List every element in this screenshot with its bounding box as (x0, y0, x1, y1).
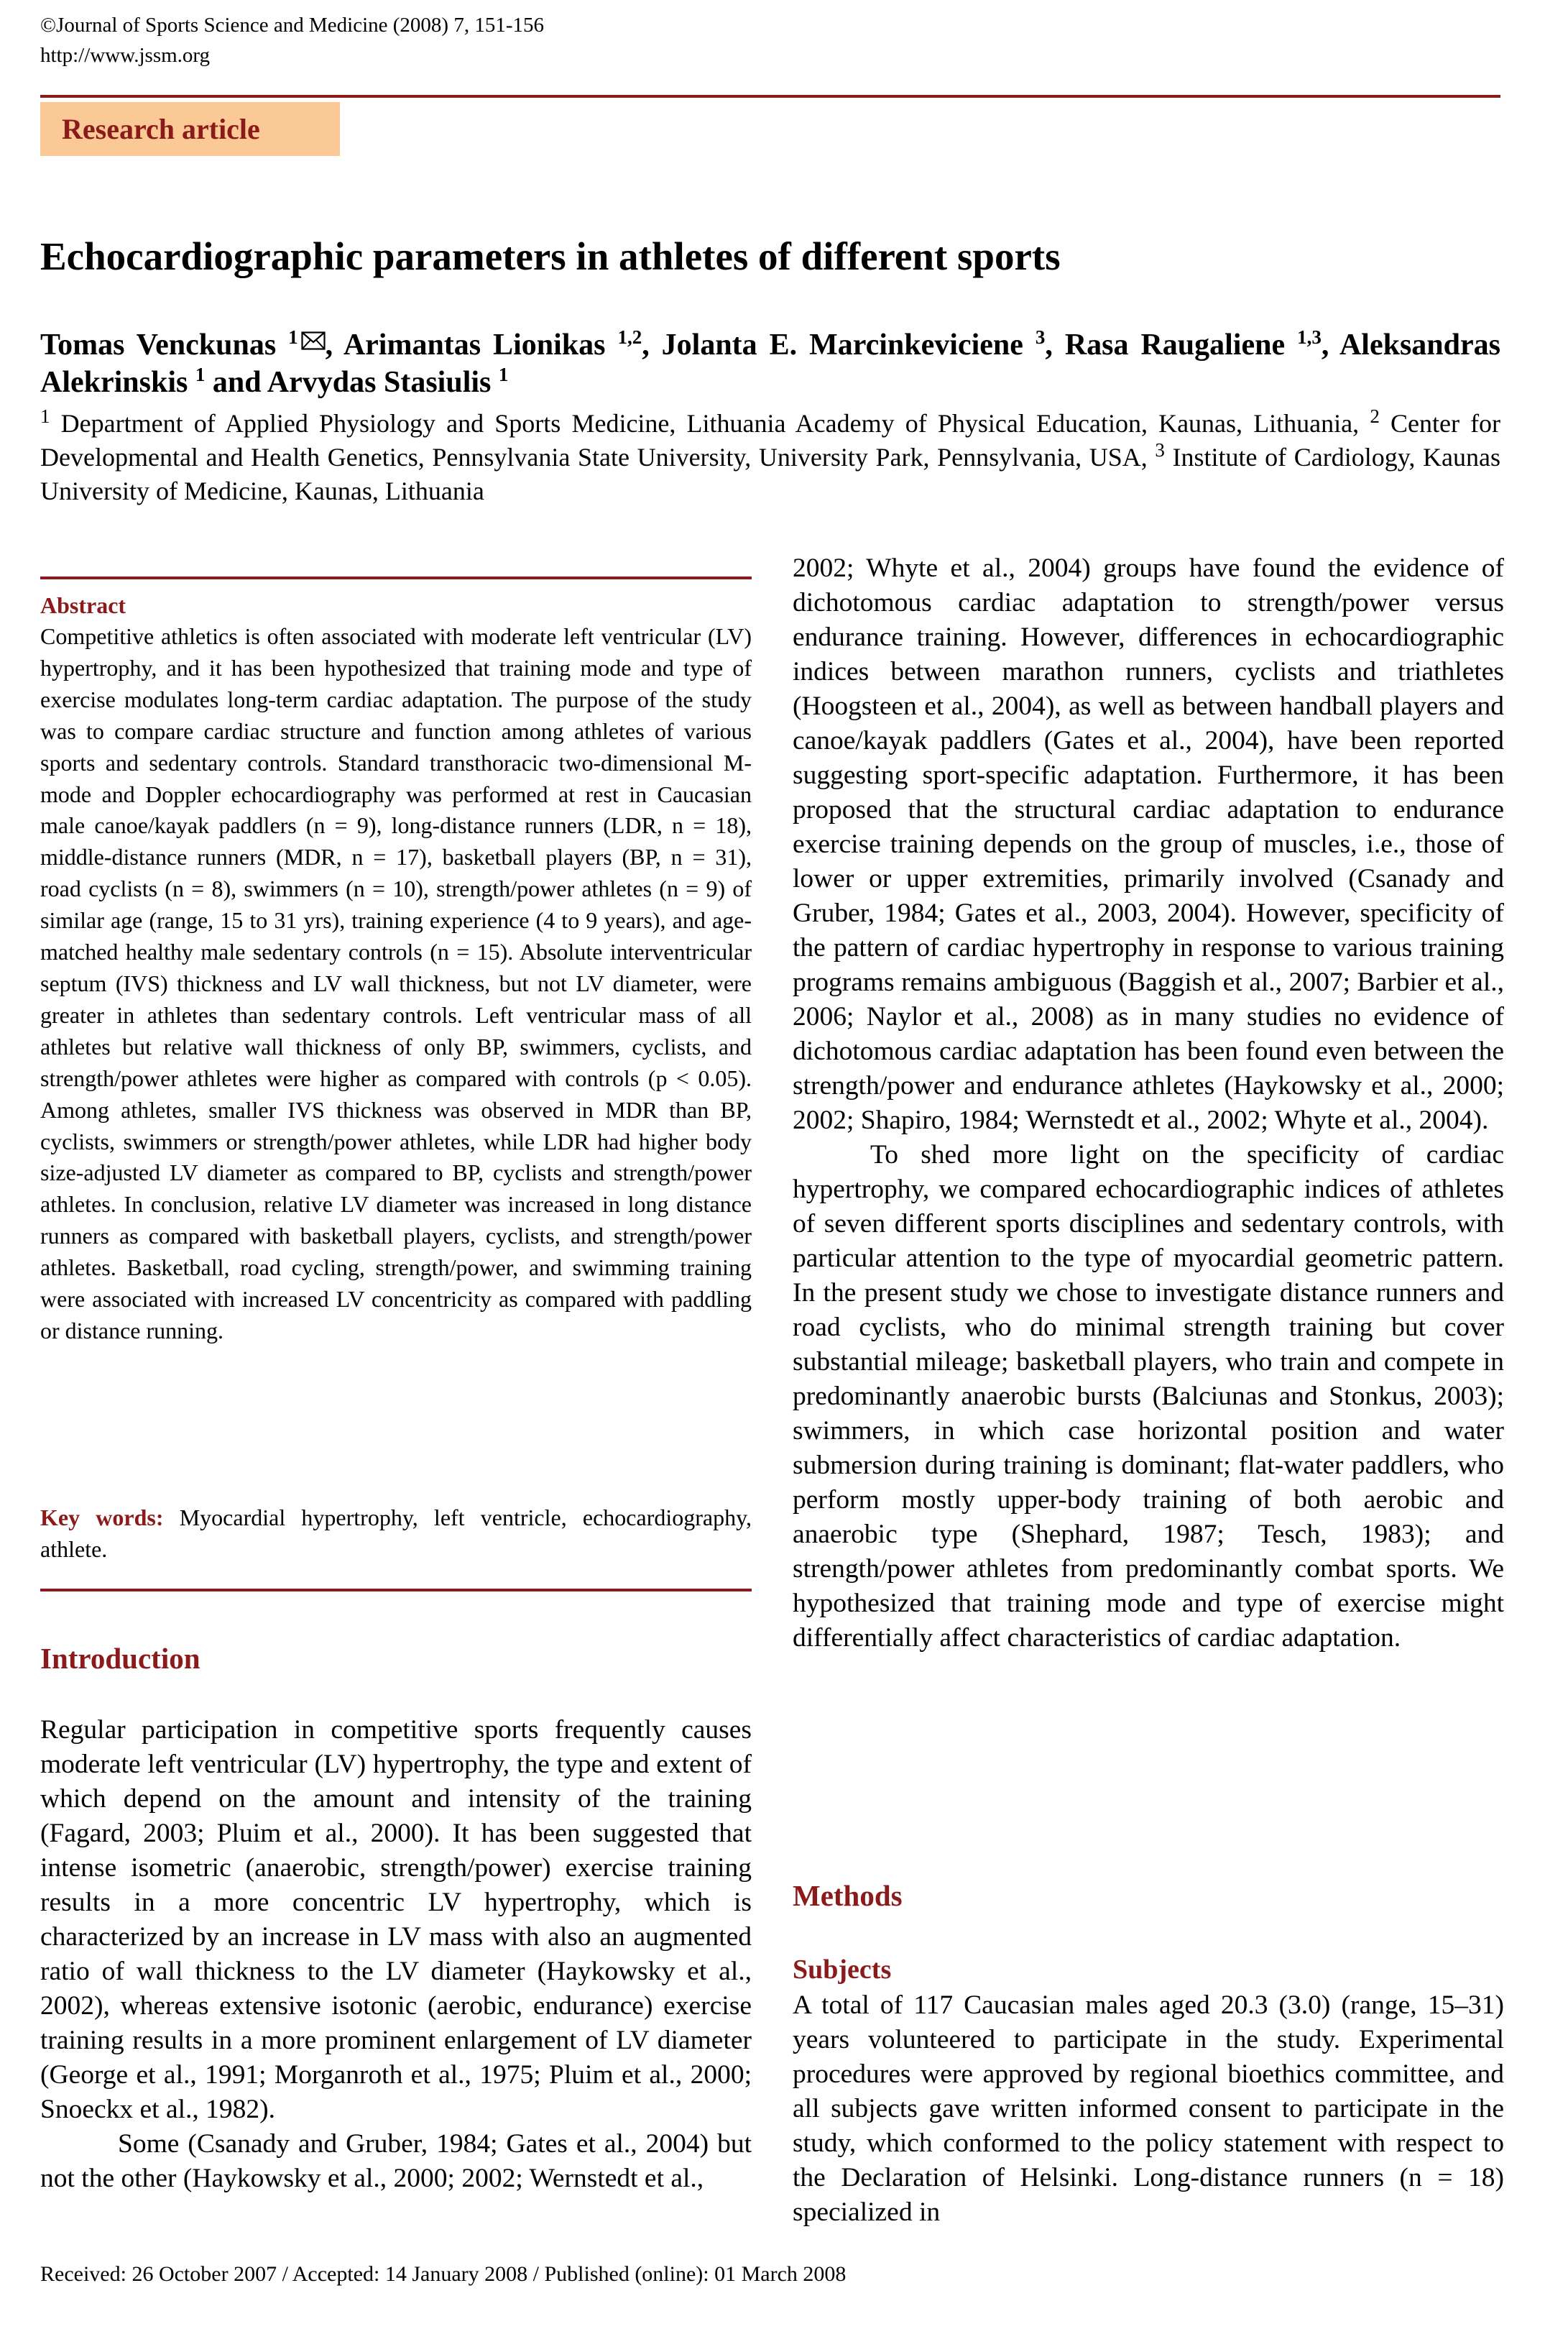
affiliation-text: Center for Developmental and Health Genetics, Pennsylvania State University, University Park, Pennsylvania, USA, (40, 409, 1501, 472)
methods-body (793, 1988, 1504, 2230)
author-name: Tomas Venckunas (40, 329, 277, 362)
author-name: Jolanta E. Marcinkeviciene (661, 329, 1023, 362)
author-affil-mark: 1 (195, 364, 206, 385)
author-list: Tomas Venckunas $^1$ , Arimantas Lionikas $^{1,2}$, Jolanta E. Marcinkeviciene $^3$, Rasa Raugaliene $^{1,3}$, Aleksandras Alekrinskis $^1$ and Arvydas Stasiulis $^1$ (40, 326, 1501, 399)
keywords-label: Key words: (40, 1505, 164, 1530)
affil-mark: 2 (1370, 405, 1380, 427)
affil-mark: 1 (40, 405, 50, 427)
keywords-text: Myocardial hypertrophy, left ventricle, echocardiography, athlete. (40, 1505, 752, 1562)
paragraph-continued: 2002; Whyte et al., 2004) groups have found the evidence of dichotomous cardiac adaptation to strength/power versus endurance training. However, differences in echocardiographic indices between marathon runners, cyclists and triathletes (Hoogsteen et al., 2004), as well as between handball players and canoe/kayak paddlers (Gates et al., 2004), have been reported suggesting sport-specific adaptation. Furthermore, it has been proposed that the structural cardiac adaptation to endurance exercise training depends on the group of muscles, i.e., those of lower or upper extremities, primarily involved (Csanady and Gruber, 1984; Gates et al., 2003, 2004). However, specificity of the pattern of cardiac hypertrophy in response to various training programs remains ambiguous (Baggish et al., 2007; Barbier et al., 2006; Naylor et al., 2008) as in many studies no evidence of dichotomous cardiac adaptation has been found even between the strength/power and endurance athletes (Haykowsky et al., 2000; 2002; Shapiro, 1984; Wernstedt et al., 2002; Whyte et al., 2004). (793, 553, 1504, 1135)
journal-citation: ©Journal of Sports Science and Medicine (2008) 7, 151-156 (40, 14, 544, 37)
author-affil-mark: 1 (288, 326, 298, 348)
introduction-continued (793, 551, 1504, 1655)
article-type-badge (40, 102, 340, 156)
abstract-text: Competitive athletics is often associated with moderate left ventricular (LV) hypertrophy, and it has been hypothesized that training mode and type of exercise modulates long-term cardiac adaptation. The purpose of the study was to compare cardiac structure and function among athletes of various sports and sedentary controls. Standard transthoracic two-dimensional M-mode and Doppler echocardiography was performed at rest in Caucasian male canoe/kayak paddlers (n = 9), long-distance runners (LDR, n = 18), middle-distance runners (MDR, n = 17), basketball players (BP, n = 31), road cyclists (n = 8), swimmers (n = 10), strength/power athletes (n = 9) of similar age (range, 15 to 31 yrs), training experience (4 to 9 years), and age-matched healthy male sedentary controls (n = 15). Absolute interventricular septum (IVS) thickness and LV wall thickness, but not LV diameter, were greater in athletes than sedentary controls. Left ventricular mass of all athletes but relative wall thickness of only BP, swimmers, cyclists, and strength/power athletes were higher as compared with controls (p < 0.05). Among athletes, smaller IVS thickness was observed in MDR than BP, cyclists, swimmers or strength/power athletes, while LDR had higher body size-adjusted LV diameter as compared to BP, cyclists and strength/power athletes. In conclusion, relative LV diameter was increased in long distance runners as compared with basketball players, cyclists, and strength/power athletes. Basketball, road cycling, strength/power, and swimming training were associated with increased LV concentricity as compared with paddling or distance running. (40, 623, 752, 1343)
author-name: Aleksandras Alekrinskis (40, 329, 1501, 399)
author-conjunction: and (212, 366, 262, 399)
affiliation-text: Department of Applied Physiology and Sports Medicine, Lithuania Academy of Physical Education, Kaunas, Lithuania, (60, 409, 1360, 438)
article-title: Echocardiographic parameters in athletes of different sports (40, 234, 1061, 278)
author-name: Rasa Raugaliene (1064, 329, 1286, 362)
header-rule (40, 95, 1500, 98)
paragraph: A total of 117 Caucasian males aged 20.3 (3.0) (range, 15–31) years volunteered to participate in the study. Experimental procedures were approved by regional bioethics committee, and all subjects gave written informed consent to participate in the study, which conformed to the policy statement with respect to the Declaration of Helsinki. Long-distance runners (n = 18) specialized in (793, 1990, 1504, 2227)
affiliation-text: Institute of Cardiology, Kaunas University of Medicine, Kaunas, Lithuania (40, 443, 1501, 505)
author-affil-mark: 3 (1035, 326, 1046, 348)
paragraph: Regular participation in competitive sports frequently causes moderate left ventricular (LV) hypertrophy, the type and extent of which depend on the amount and intensity of the training (Fagard, 2003; Pluim et al., 2000). It has been suggested that intense isometric (anaerobic, strength/power) exercise training results in a more concentric LV hypertrophy, which is characterized by an increase in LV mass with also an augmented ratio of wall thickness to the LV diameter (Haykowsky et al., 2002), whereas extensive isotonic (aerobic, endurance) exercise training results in a more prominent enlargement of LV diameter (George et al., 1991; Morganroth et al., 1975; Pluim et al., 2000; Snoeckx et al., 1982). (40, 1715, 752, 2124)
abstract-bottom-rule (40, 1589, 752, 1591)
journal-header (40, 10, 544, 70)
abstract-top-rule (40, 576, 752, 579)
publication-dates: Received: 26 October 2007 / Accepted: 14 January 2008 / Published (online): 01 March 2008 (40, 2262, 847, 2286)
abstract-heading: Abstract (40, 592, 126, 618)
author-affil-mark: 1,3 (1297, 326, 1322, 348)
affil-mark: 3 (1155, 439, 1165, 461)
introduction-body (40, 1713, 752, 2196)
affiliations (40, 407, 1500, 508)
author-affil-mark: 1 (498, 364, 509, 385)
methods-heading: Methods (793, 1879, 903, 1912)
envelope-icon[interactable] (301, 331, 326, 350)
journal-url[interactable]: http://www.jssm.org (40, 44, 211, 67)
paragraph: To shed more light on the specificity of cardiac hypertrophy, we compared echocardiographic indices of athletes of seven different sports disciplines and sedentary controls, with particular attention to the type of myocardial geometric pattern. In the present study we chose to investigate distance runners and road cyclists, who do minimal strength training but cover substantial mileage; basketball players, who train and compete in predominantly anaerobic bursts (Balciunas and Stonkus, 2003); swimmers, in which case horizontal position and water submersion during training is dominant; flat-water paddlers, who perform mostly upper-body training of both aerobic and anaerobic type (Shephard, 1987; Tesch, 1983); and strength/power athletes from predominantly combat sports. We hypothesized that training mode and type of exercise might differentially affect characteristics of cardiac adaptation. (793, 1140, 1504, 1653)
author-name: Arimantas Lionikas (343, 329, 606, 362)
author-affil-mark: 1,2 (617, 326, 642, 348)
article-type-label: Research article (62, 113, 260, 145)
introduction-heading: Introduction (40, 1642, 200, 1675)
keywords (40, 1502, 752, 1566)
paragraph: Some (Csanady and Gruber, 1984; Gates et al., 2004) but not the other (Haykowsky et al., 2000; 2002; Wernstedt et al., (40, 2129, 752, 2193)
subjects-heading: Subjects (793, 1954, 892, 1985)
author-name: Arvydas Stasiulis (267, 366, 492, 399)
